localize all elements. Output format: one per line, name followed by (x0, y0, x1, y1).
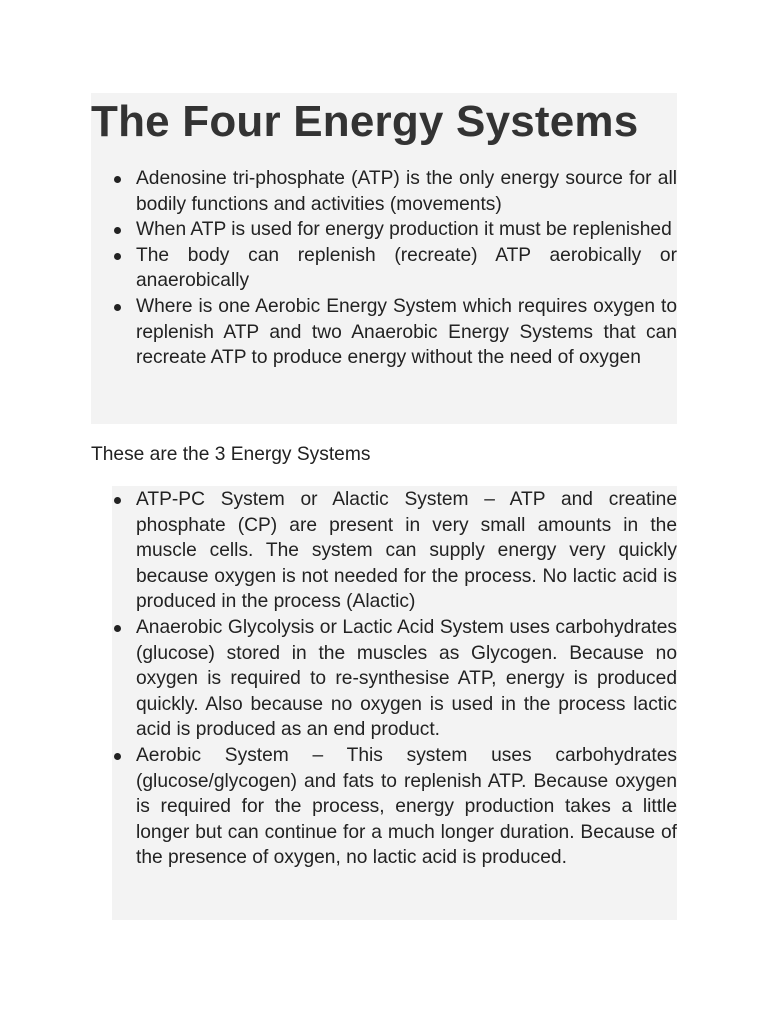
bullet-icon (114, 304, 121, 311)
page-title: The Four Energy Systems (91, 97, 639, 146)
list-item-text: Where is one Aerobic Energy System which requires oxygen to replenish ATP and two Anaerobic Energy Systems that can recreate ATP to produce energy without the need of oxygen (136, 295, 677, 369)
list-item-text: ATP-PC System or Alactic System – ATP and creatine phosphate (CP) are present in very small amounts in the muscle cells. The system can supply energy very quickly because oxygen is not needed for the process. No lactic acid is produced in the process (Alactic) (136, 489, 677, 613)
bullet-icon (114, 625, 121, 632)
section-heading-text: These are the 3 Energy Systems (91, 444, 371, 465)
systems-bullet-list (136, 487, 677, 871)
list-item (136, 615, 677, 743)
list-item-text: Adenosine tri-phosphate (ATP) is the only energy source for all bodily functions and activities (movements) (136, 168, 677, 215)
bullet-icon (114, 176, 121, 183)
list-item-text: The body can replenish (recreate) ATP aerobically or anaerobically (136, 244, 677, 292)
bullet-icon (114, 753, 121, 760)
bullet-icon (114, 253, 121, 260)
list-item-text: Aerobic System – This system uses carbohydrates (glucose/glycogen) and fats to replenish ATP. Because oxygen is required for the process, energy production takes a little longer but can continue for a much longer duration. Because of the presence of oxygen, no lactic acid is produced. (136, 744, 677, 869)
list-item (136, 166, 677, 217)
list-item (136, 243, 677, 294)
bullet-icon (114, 497, 121, 504)
list-item-text: Anaerobic Glycolysis or Lactic Acid System uses carbohydrates (glucose) stored in the muscles as Glycogen. Because no oxygen is required to re-synthesise ATP, energy is produced quickly. Also because no oxygen is used in the process lactic acid is produced as an end product. (136, 616, 677, 741)
list-item (136, 217, 677, 243)
intro-bullet-list (136, 166, 677, 371)
list-item-text: When ATP is used for energy production it must be replenished (136, 219, 672, 241)
list-item (136, 487, 677, 615)
list-item (136, 294, 677, 371)
list-item (136, 743, 677, 871)
